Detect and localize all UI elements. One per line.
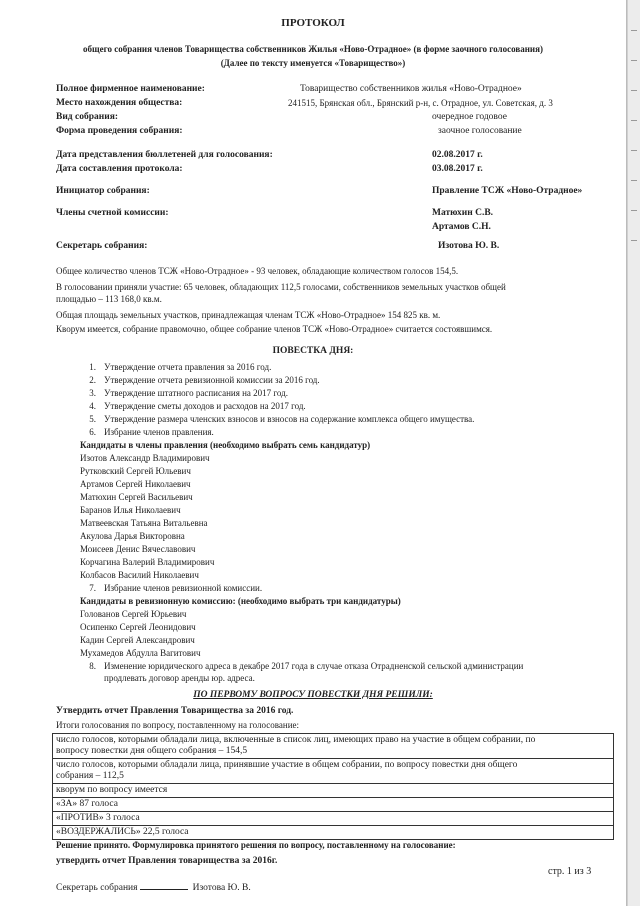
info-value: Правление ТСЖ «Ново-Отрадное» [432,186,583,196]
summary-line: Кворум имеется, собрание правомочно, общее собрание членов ТСЖ «Ново-Отрадное» считается состоявшимся. [56,324,493,334]
vote-row [53,759,613,784]
vote-row: «ВОЗДЕРЖАЛИСЬ» 22,5 голоса [56,827,189,837]
info-label: Дата представления бюллетеней для голосования: [56,150,273,160]
info-value: 02.08.2017 г. [432,150,483,160]
agenda-item: 6. Избрание членов правления. [89,427,214,437]
vote-row: «ЗА» 87 голоса [53,798,613,812]
info-value: заочное голосование [438,126,522,136]
info-label: Вид собрания: [56,112,118,122]
vote-results-table [52,733,614,840]
board-candidate: Изотов Александр Владимирович [80,453,210,463]
agenda-item: 7. Избрание членов ревизионной комиссии. [89,583,263,593]
q1-results-label: Итоги голосования по вопросу, поставленному на голосование: [56,720,300,730]
audit-candidate: Голованов Сергей Юрьевич [80,609,187,619]
document-subtitle: общего собрания членов Товарищества собственников Жилья «Ново-Отрадное» (в форме заочного голосования) [83,44,543,54]
q1-decision: Решение принято. Формулировка принятого решения по вопросу, поставленному на голосование: [56,840,456,850]
info-label: Дата составления протокола: [56,164,183,174]
vote-row-text: вопросу повестки дня общего собрания – 154,5 [56,746,248,756]
agenda-item: 8. Изменение юридического адреса в декабре 2017 года в случае отказа Отрадненской сельской администрации [89,661,524,671]
summary-line: Общее количество членов ТСЖ «Ново-Отрадное» - 93 человек, обладающие количеством голосов 154,5. [56,266,459,276]
agenda-title: ПОВЕСТКА ДНЯ: [272,346,354,356]
vertical-scrollbar[interactable] [627,0,640,906]
board-candidate: Корчагина Валерий Владимирович [80,557,215,567]
summary-line: Общая площадь земельных участков, принадлежащая членам ТСЖ «Ново-Отрадное» 154 825 кв. м. [56,310,441,320]
vote-row-text: число голосов, которыми обладали лица, принявшие участие в общем собрании, по вопросу повестки дня общего [56,760,518,770]
info-label: Секретарь собрания: [56,241,148,251]
q1-motion: Утвердить отчет Правления Товарищества за 2016 год. [56,706,294,716]
info-value: Артамов С.Н. [432,222,491,232]
board-candidate: Акулова Дарья Викторовна [80,531,185,541]
info-label: Форма проведения собрания: [56,126,183,136]
info-label: Инициатор собрания: [56,186,150,196]
document-title: ПРОТОКОЛ [281,17,345,29]
secretary-signature: Секретарь собрания Изотова Ю. В. [56,880,251,894]
info-value: очередное годовое [432,112,507,122]
agenda-item: 5. Утверждение размера членских взносов и взносов на содержание комплекса общего имущества. [89,414,475,424]
info-value: 03.08.2017 г. [432,164,483,174]
vote-row-text: собрания – 112,5 [56,771,124,781]
info-label: Члены счетной комиссии: [56,208,169,218]
agenda-item: 4. Утверждение сметы доходов и расходов на 2017 год. [89,401,306,411]
board-candidate: Рутковский Сергей Юльевич [80,466,191,476]
info-value: Матюхин С.В. [432,208,494,218]
vote-row: «ПРОТИВ» 3 голоса [53,812,613,826]
audit-candidate: Мухамедов Абдулла Вагитович [80,648,201,658]
info-label: Полное фирменное наименование: [56,84,205,94]
summary-line: площадью – 113 168,0 кв.м. [56,294,162,304]
board-candidate: Моисеев Денис Вячеславович [80,544,196,554]
vote-row: кворум по вопросу имеется [53,784,613,798]
audit-heading: Кандидаты в ревизионную комиссию: (необходимо выбрать три кандидатуры) [80,596,401,606]
board-candidate: Баранов Илья Николаевич [80,505,181,515]
board-candidate: Матвеевская Татьяна Витальевна [80,518,208,528]
signature-line [140,880,188,890]
vote-row [53,734,613,759]
info-value: Товарищество собственников жилья «Ново-Отрадное» [300,84,522,94]
info-label: Место нахождения общества: [56,98,183,108]
audit-candidate: Осипенко Сергей Леонидович [80,622,196,632]
q1-decision-text: утвердить отчет Правления товарищества за 2016г. [56,856,278,866]
agenda-item: 2. Утверждение отчета ревизионной комиссии за 2016 год. [89,375,320,385]
vote-row-text: число голосов, которыми обладали лица, включенные в список лиц, имеющих право на участие в общем собрании, по [56,735,536,745]
agenda-item-continuation: продлевать договор аренды юр. адреса. [104,673,255,683]
page-number: стр. 1 из 3 [548,866,592,877]
document-subtitle-note: (Далее по тексту именуется «Товарищество») [220,58,406,68]
audit-candidate: Кадин Сергей Александрович [80,635,195,645]
board-heading: Кандидаты в члены правления (необходимо выбрать семь кандидатур) [80,440,371,450]
board-candidate: Артамов Сергей Николаевич [80,479,191,489]
agenda-item: 1. Утверждение отчета правления за 2016 год. [89,362,272,372]
info-value: Изотова Ю. В. [438,241,500,251]
agenda-item: 3. Утверждение штатного расписания на 2017 год. [89,388,288,398]
board-candidate: Матюхин Сергей Васильевич [80,492,193,502]
info-value: 241515, Брянская обл., Брянский р-н, с. Отрадное, ул. Советская, д. 3 [288,98,553,108]
summary-line: В голосовании приняли участие: 65 человек, обладающих 112,5 голосами, собственников земельных участков общей [56,282,506,292]
q1-heading: ПО ПЕРВОМУ ВОПРОСУ ПОВЕСТКИ ДНЯ РЕШИЛИ: [193,690,433,700]
board-candidate: Колбасов Василий Николаевич [80,570,199,580]
